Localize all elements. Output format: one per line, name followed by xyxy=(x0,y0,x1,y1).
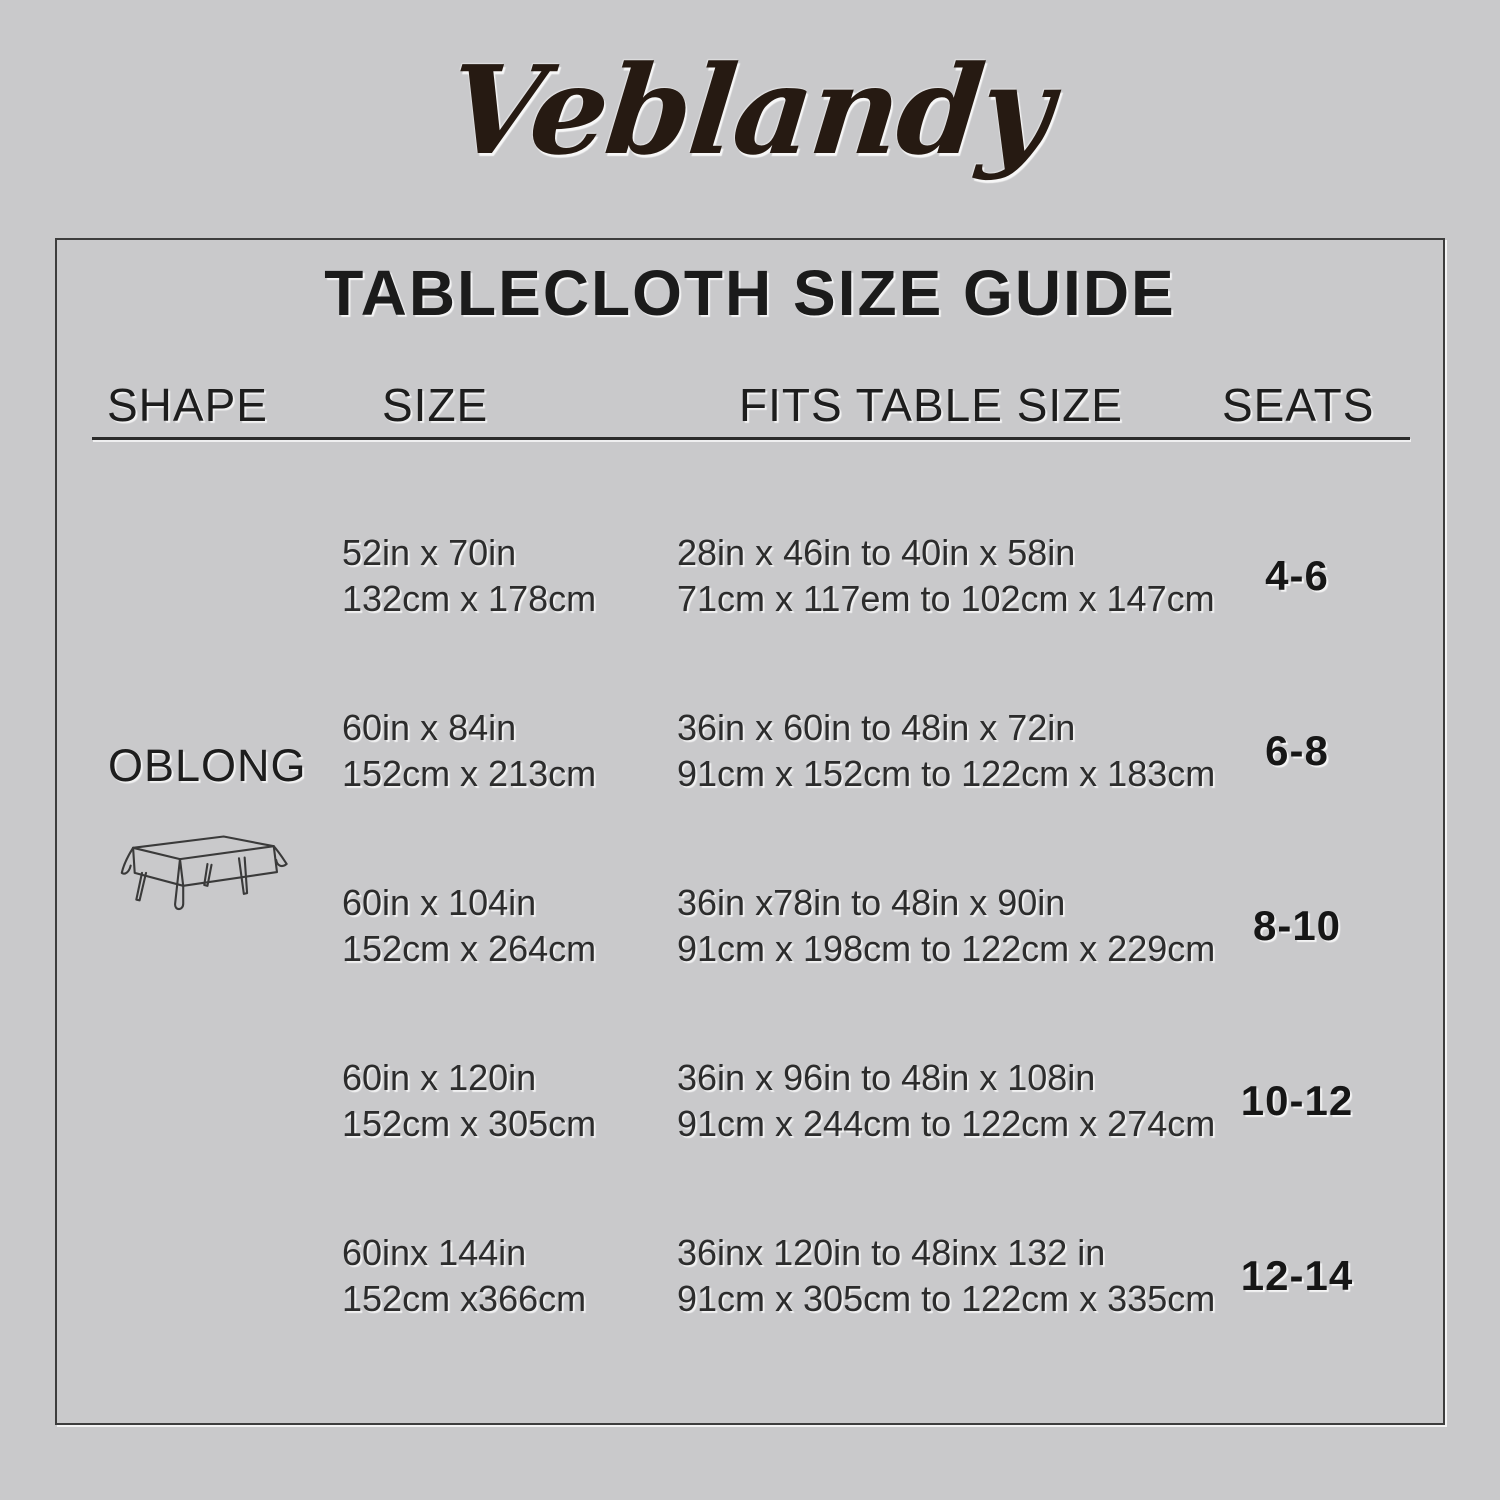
table-row xyxy=(57,488,1443,663)
size-cell xyxy=(342,880,677,972)
fits-cm: 91cm x 305cm to 122cm x 335cm xyxy=(677,1277,1216,1319)
seats-value: 4-6 xyxy=(1265,551,1329,599)
column-header-size: SIZE xyxy=(382,379,489,431)
size-inches: 60in x 104in xyxy=(342,881,537,923)
fits-cell xyxy=(677,530,1222,622)
table-row xyxy=(57,1188,1443,1363)
fits-cm: 91cm x 198cm to 122cm x 229cm xyxy=(677,927,1216,969)
fits-cm: 91cm x 244cm to 122cm x 274cm xyxy=(677,1102,1216,1144)
guide-title: TABLECLOTH SIZE GUIDE xyxy=(324,257,1176,329)
size-table-rows xyxy=(57,488,1443,1363)
column-headers xyxy=(57,378,1443,432)
column-header-shape: SHAPE xyxy=(107,379,268,431)
fits-cell xyxy=(677,705,1222,797)
size-inches: 60inx 144in xyxy=(342,1231,527,1273)
seats-value: 6-8 xyxy=(1265,726,1329,774)
column-header-seats: SEATS xyxy=(1222,379,1375,431)
size-cm: 152cm x 264cm xyxy=(342,927,597,969)
size-cell xyxy=(342,705,677,797)
shape-column-block xyxy=(108,740,338,923)
fits-cm: 91cm x 152cm to 122cm x 183cm xyxy=(677,752,1216,794)
size-inches: 60in x 120in xyxy=(342,1056,537,1098)
fits-cell xyxy=(677,1230,1222,1322)
size-inches: 60in x 84in xyxy=(342,706,517,748)
table-row xyxy=(57,1013,1443,1188)
seats-value: 10-12 xyxy=(1240,1076,1354,1124)
fits-inches: 36inx 120in to 48inx 132 in xyxy=(677,1231,1106,1273)
fits-cell xyxy=(677,1055,1222,1147)
fits-inches: 36in x 60in to 48in x 72in xyxy=(677,706,1076,748)
fits-cell xyxy=(677,880,1222,972)
size-cm: 152cm x 213cm xyxy=(342,752,597,794)
size-guide-panel xyxy=(55,238,1445,1425)
fits-inches: 28in x 46in to 40in x 58in xyxy=(677,531,1076,573)
size-cell xyxy=(342,1230,677,1322)
size-cm: 152cm x 305cm xyxy=(342,1102,597,1144)
size-inches: 52in x 70in xyxy=(342,531,517,573)
oblong-table-icon xyxy=(112,826,338,923)
size-cell xyxy=(342,530,677,622)
size-cm: 132cm x 178cm xyxy=(342,577,597,619)
shape-label: OBLONG xyxy=(108,740,307,791)
column-header-fits-table-size: FITS TABLE SIZE xyxy=(739,379,1123,431)
header-divider xyxy=(92,437,1410,440)
seats-value: 8-10 xyxy=(1252,901,1342,949)
fits-inches: 36in x78in to 48in x 90in xyxy=(677,881,1066,923)
fits-cm: 71cm x 117em to 102cm x 147cm xyxy=(677,577,1215,619)
seats-value: 12-14 xyxy=(1240,1251,1354,1299)
brand-logo: Veblandy xyxy=(442,38,1058,182)
size-cm: 152cm x366cm xyxy=(342,1277,587,1319)
size-cell xyxy=(342,1055,677,1147)
fits-inches: 36in x 96in to 48in x 108in xyxy=(677,1056,1096,1098)
